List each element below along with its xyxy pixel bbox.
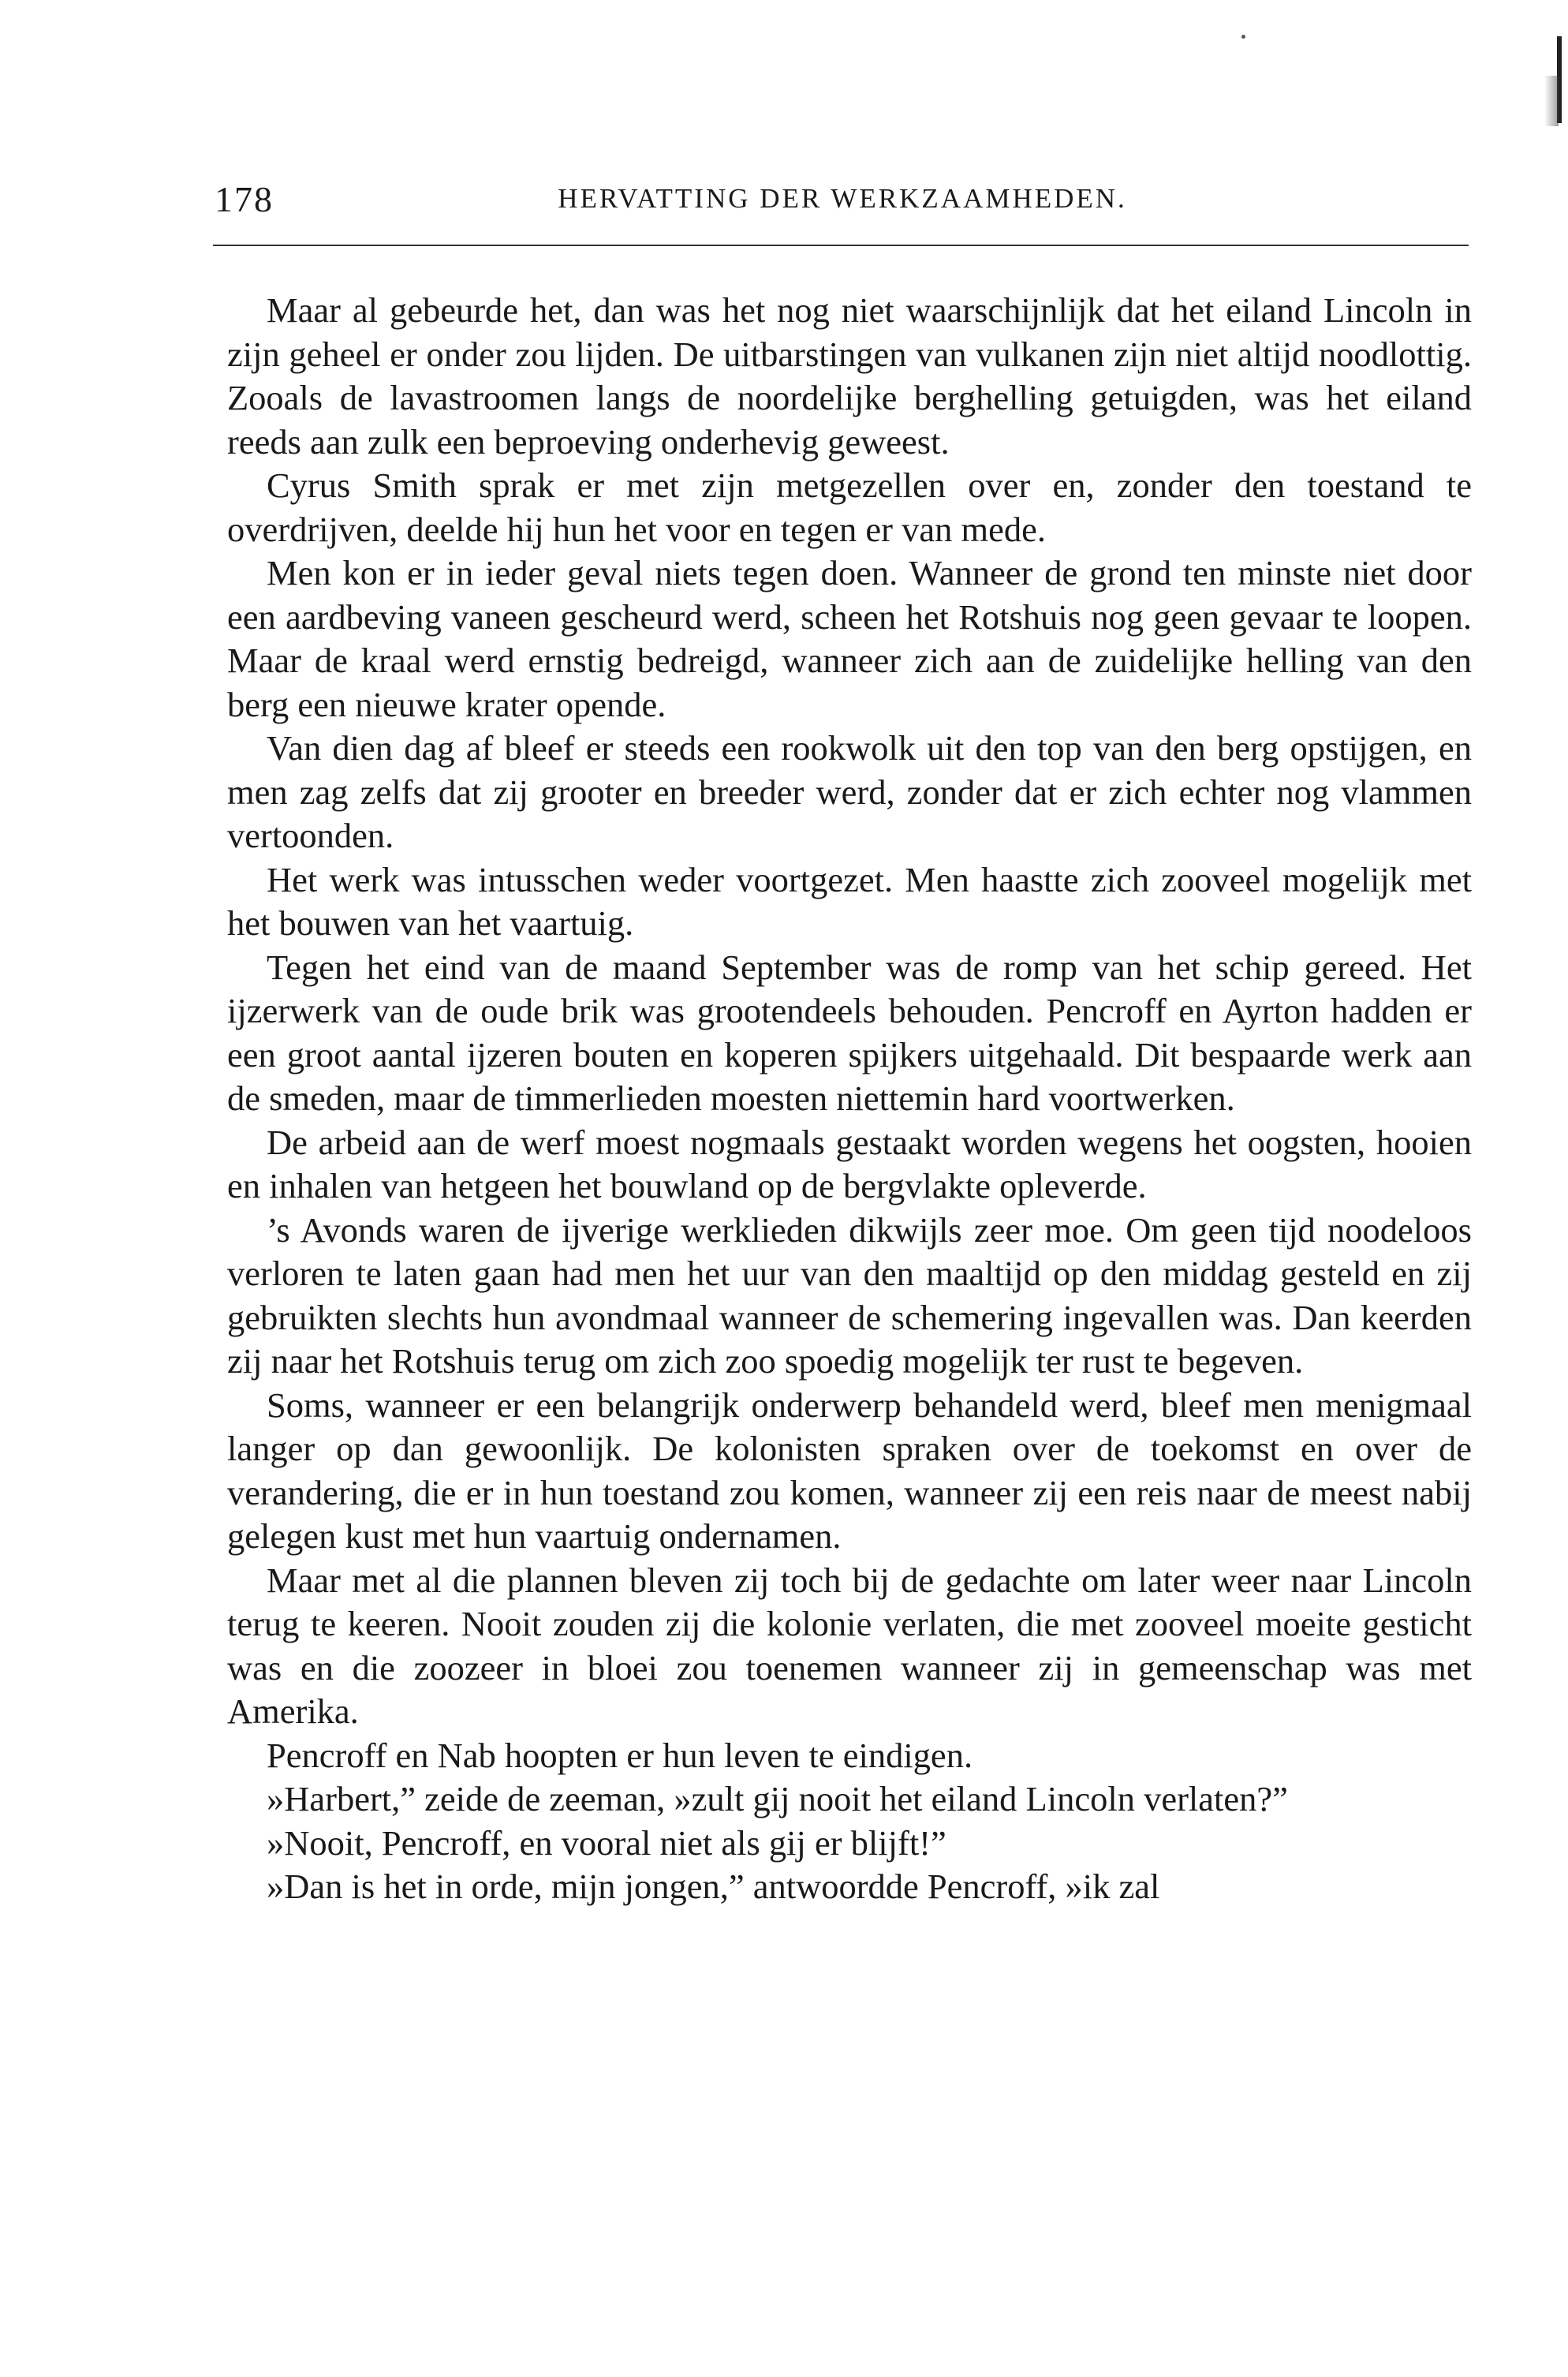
running-head: HERVATTING DER WERKZAAMHEDEN.	[558, 183, 1127, 214]
paragraph: Pencroff en Nab hoopten er hun leven te eindigen.	[267, 1735, 973, 1775]
paragraph: Men kon er in ieder geval niets tegen doen. Wanneer de grond ten minste niet door een aardbeving vaneen gescheurd werd, scheen het Rotshuis nog geen gevaar te loopen. Maar de kraal werd ernstig bedreigd, wanneer zich aan de zuidelijke helling van den berg een nieuwe krater opende.	[227, 553, 1472, 724]
paragraph: Maar al gebeurde het, dan was het nog niet waarschijnlijk dat het eiland Lincoln in zijn geheel er onder zou lijden. De uitbarstingen van vulkanen zijn niet altijd noodlottig. Zooals de lavastroomen langs de noordelijke berghelling getuigden, was het eiland reeds aan zulk een beproeving onderhevig geweest.	[227, 290, 1472, 462]
paragraph: Van dien dag af bleef er steeds een rookwolk uit den top van den berg opstijgen, en men zag zelfs dat zij grooter en breeder werd, zonder dat er zich echter nog vlammen vertoonden.	[227, 728, 1472, 855]
page-edge-shadow	[1544, 76, 1559, 126]
paragraph: Cyrus Smith sprak er met zijn metgezellen over en, zonder den toestand te overdrijven, deelde hij hun het voor en tegen er van mede.	[227, 465, 1472, 549]
header-rule	[213, 245, 1469, 246]
paragraph: »Dan is het in orde, mijn jongen,” antwoordde Pencroff, »ik zal	[267, 1867, 1160, 1906]
body-text	[227, 289, 1472, 1909]
paragraph: Soms, wanneer er een belangrijk onderwerp behandeld werd, bleef men menigmaal langer op dan gewoonlijk. De kolonisten spraken over de toekomst en over de verandering, die er in hun toestand zou komen, wanneer zij een reis naar de meest nabij gelegen kust met hun vaartuig ondernamen.	[227, 1385, 1472, 1556]
paragraph: Maar met al die plannen bleven zij toch bij de gedachte om later weer naar Lincoln terug te keeren. Nooit zouden zij die kolonie verlaten, die met zooveel moeite gesticht was en die zoozeer in bloei zou toenemen wanneer zij in gemeenschap was met Amerika.	[227, 1560, 1472, 1731]
paragraph: Tegen het eind van de maand September was de romp van het schip gereed. Het ijzerwerk van de oude brik was grootendeels behouden. Pencroff en Ayrton hadden er een groot aantal ijzeren bouten en koperen spijkers uitgehaald. Dit bespaarde werk aan de smeden, maar de timmerlieden moesten niettemin hard voortwerken.	[227, 947, 1472, 1118]
paragraph: ’s Avonds waren de ijverige werklieden dikwijls zeer moe. Om geen tijd noodeloos verloren te laten gaan had men het uur van den maaltijd op den middag gesteld en zij gebruikten slechts hun avondmaal wanneer de schemering ingevallen was. Dan keerden zij naar het Rotshuis terug om zich zoo spoedig mogelijk ter rust te begeven.	[227, 1209, 1472, 1381]
scan-speck	[1241, 35, 1245, 39]
paragraph: De arbeid aan de werf moest nogmaals gestaakt worden wegens het oogsten, hooien en inhalen van hetgeen het bouwland op de bergvlakte opleverde.	[227, 1122, 1472, 1205]
page-header	[215, 172, 1470, 227]
paragraph: Het werk was intusschen weder voortgezet. Men haastte zich zooveel mogelijk met het bouwen van het vaartuig.	[227, 859, 1472, 943]
paragraph: »Nooit, Pencroff, en vooral niet als gij er blijft!”	[267, 1822, 946, 1863]
paragraph: »Harbert,” zeide de zeeman, »zult gij nooit het eiland Lincoln verlaten?”	[267, 1779, 1288, 1818]
page-number: 178	[215, 179, 274, 219]
